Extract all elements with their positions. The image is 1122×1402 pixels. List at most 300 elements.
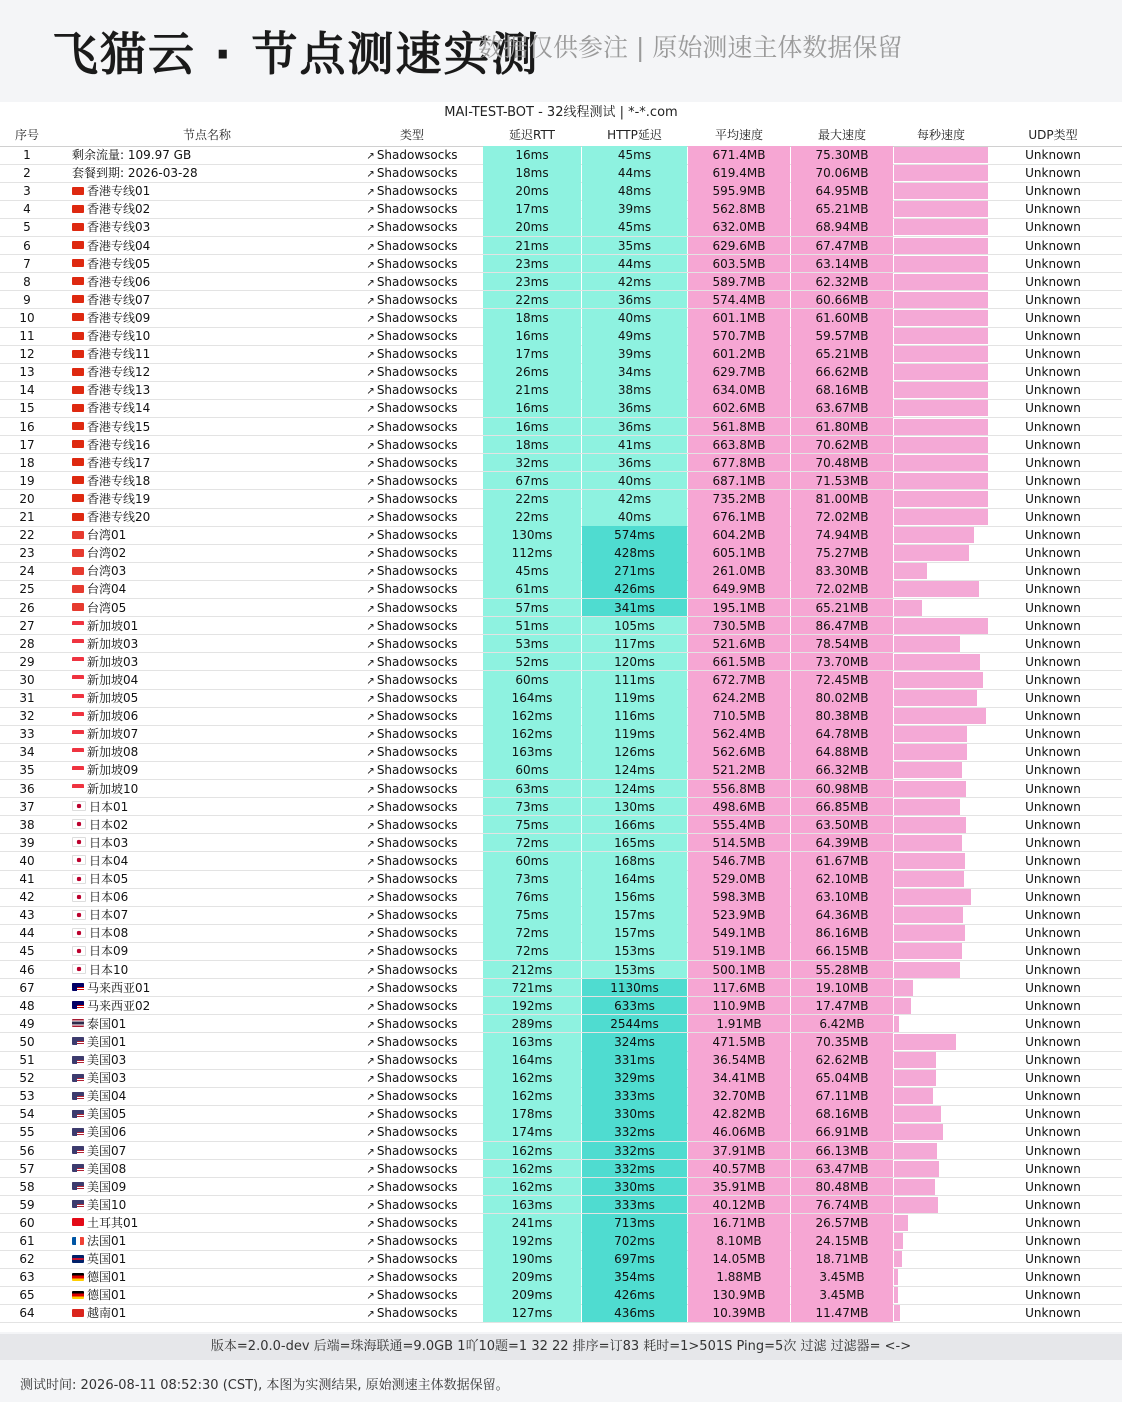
type-text: Shadowsocks	[376, 546, 458, 561]
type-cell	[344, 309, 480, 327]
per-second-bar	[894, 147, 988, 163]
max-speed-cell: 73.70MB	[791, 653, 893, 671]
type-text: Shadowsocks	[376, 890, 458, 905]
udp-type-cell: Unknown	[1025, 564, 1081, 579]
arrow-icon: ↗	[366, 621, 375, 633]
type-text: Shadowsocks	[376, 329, 458, 343]
row-index: 37	[19, 799, 35, 814]
row-index: 38	[19, 817, 35, 832]
table-row	[0, 309, 1122, 327]
per-second-cell	[894, 798, 988, 816]
type-cell	[344, 273, 480, 291]
max-speed-cell: 3.45MB	[791, 1268, 893, 1286]
rtt-cell: 73ms	[483, 870, 581, 888]
arrow-icon: ↗	[366, 1309, 375, 1321]
arrow-icon: ↗	[366, 675, 375, 687]
row-index: 10	[19, 310, 35, 325]
type-cell	[344, 490, 480, 508]
max-speed-cell: 80.48MB	[791, 1178, 893, 1196]
max-speed-cell: 67.11MB	[791, 1087, 893, 1105]
avg-speed-cell: 46.06MB	[688, 1123, 790, 1141]
node-name-cell	[72, 689, 342, 707]
row-index: 17	[19, 437, 35, 452]
row-index: 29	[19, 654, 35, 669]
http-delay-cell: 153ms	[582, 942, 687, 960]
page-title: 飞猫云 · 节点测速实测	[52, 27, 540, 81]
udp-type-cell: Unknown	[1025, 510, 1081, 524]
row-divider	[0, 1322, 1122, 1323]
table-row	[0, 888, 1122, 906]
node-name-text: 美国03	[87, 1071, 127, 1086]
node-name-text: 台湾04	[87, 582, 127, 597]
node-name-cell	[72, 653, 342, 671]
avg-speed-cell: 629.7MB	[688, 363, 790, 381]
node-name-text: 香港专线06	[87, 274, 151, 289]
node-name-text: 套餐到期: 2026-03-28	[72, 166, 198, 181]
arrow-icon: ↗	[366, 1128, 375, 1140]
http-delay-cell: 39ms	[582, 200, 687, 218]
flag-hk-icon	[72, 313, 84, 321]
node-name-cell	[72, 707, 342, 725]
udp-type-cell: Unknown	[1025, 853, 1081, 868]
row-index: 13	[19, 365, 35, 380]
per-second-bar	[894, 1215, 908, 1231]
per-second-cell	[894, 1214, 988, 1232]
flag-tw-icon	[72, 531, 84, 539]
http-delay-cell: 330ms	[582, 1178, 687, 1196]
row-index: 25	[19, 582, 35, 597]
node-name-cell	[72, 472, 342, 490]
type-cell	[344, 1142, 480, 1160]
flag-hk-icon	[72, 368, 84, 376]
table-row	[0, 490, 1122, 508]
avg-speed-cell: 603.5MB	[688, 255, 790, 273]
type-cell	[344, 1178, 480, 1196]
udp-type-cell: Unknown	[1025, 1107, 1081, 1122]
row-index: 57	[19, 1161, 35, 1176]
type-text: Shadowsocks	[376, 672, 458, 687]
http-delay-cell: 124ms	[582, 780, 687, 798]
rtt-cell: 178ms	[483, 1105, 581, 1123]
type-cell	[344, 508, 480, 526]
max-speed-cell: 63.10MB	[791, 888, 893, 906]
type-text: Shadowsocks	[376, 238, 458, 253]
row-index: 19	[19, 473, 35, 488]
udp-type-cell: Unknown	[1025, 618, 1081, 633]
row-index: 3	[23, 184, 31, 199]
rtt-cell: 16ms	[483, 399, 581, 417]
node-name-cell	[72, 834, 342, 852]
max-speed-cell: 68.16MB	[791, 1105, 893, 1123]
flag-tw-icon	[72, 603, 84, 611]
table-row	[0, 381, 1122, 399]
type-text: Shadowsocks	[376, 528, 458, 543]
max-speed-cell: 74.94MB	[791, 526, 893, 544]
per-second-bar	[894, 1197, 938, 1213]
http-delay-cell: 36ms	[582, 454, 687, 472]
avg-speed-cell: 624.2MB	[688, 689, 790, 707]
per-second-bar	[894, 690, 977, 706]
per-second-cell	[894, 218, 988, 236]
flag-us-icon	[72, 1128, 84, 1136]
arrow-icon: ↗	[366, 458, 375, 470]
node-name-cell	[72, 888, 342, 906]
max-speed-cell: 19.10MB	[791, 979, 893, 997]
type-cell	[344, 327, 480, 345]
http-delay-cell: 120ms	[582, 653, 687, 671]
type-cell	[344, 1160, 480, 1178]
rtt-cell: 163ms	[483, 1033, 581, 1051]
row-index: 22	[19, 528, 35, 543]
node-name-cell	[72, 1214, 342, 1232]
http-delay-cell: 153ms	[582, 961, 687, 979]
type-text: Shadowsocks	[376, 256, 458, 271]
node-name-text: 香港专线16	[87, 437, 151, 452]
max-speed-cell: 70.48MB	[791, 454, 893, 472]
http-delay-cell: 271ms	[582, 562, 687, 580]
flag-sg-icon	[72, 730, 84, 738]
arrow-icon: ↗	[366, 712, 375, 724]
rtt-cell: 164ms	[483, 689, 581, 707]
type-text: Shadowsocks	[376, 1053, 458, 1067]
row-index: 2	[23, 166, 31, 181]
flag-hk-icon	[72, 404, 84, 412]
row-index: 64	[19, 1306, 35, 1321]
udp-type-cell: Unknown	[1025, 636, 1081, 651]
table-row	[0, 1142, 1122, 1160]
node-name-text: 香港专线14	[87, 401, 151, 416]
rtt-cell: 192ms	[483, 1232, 581, 1250]
rtt-cell: 67ms	[483, 472, 581, 490]
arrow-icon: ↗	[366, 1237, 375, 1248]
type-cell	[344, 418, 480, 436]
node-name-text: 日本02	[89, 817, 129, 832]
http-delay-cell: 38ms	[582, 381, 687, 399]
rtt-cell: 162ms	[483, 1178, 581, 1196]
per-second-bar	[894, 762, 962, 778]
node-name-cell	[72, 997, 342, 1015]
node-name-text: 泰国01	[87, 1016, 127, 1031]
max-speed-cell: 75.27MB	[791, 544, 893, 562]
row-index: 35	[19, 763, 35, 778]
per-second-cell	[894, 1142, 988, 1160]
http-delay-cell: 44ms	[582, 255, 687, 273]
node-name-text: 台湾01	[87, 528, 127, 543]
table-row	[0, 363, 1122, 381]
per-second-bar	[894, 1016, 899, 1032]
per-second-cell	[894, 725, 988, 743]
rtt-cell: 75ms	[483, 816, 581, 834]
type-cell	[344, 436, 480, 454]
max-speed-cell: 64.88MB	[791, 743, 893, 761]
row-index: 26	[19, 600, 35, 615]
arrow-icon: ↗	[366, 748, 375, 760]
type-text: Shadowsocks	[376, 582, 458, 597]
node-name-text: 香港专线18	[87, 473, 151, 488]
type-text: Shadowsocks	[376, 1234, 458, 1248]
arrow-icon: ↗	[366, 169, 375, 181]
node-name-cell	[72, 526, 342, 544]
max-speed-cell: 67.47MB	[791, 237, 893, 255]
per-second-bar	[894, 654, 980, 670]
node-name-text: 日本07	[89, 908, 129, 923]
per-second-bar	[894, 473, 988, 489]
avg-speed-cell: 16.71MB	[688, 1214, 790, 1232]
per-second-cell	[894, 852, 988, 870]
node-name-cell	[72, 906, 342, 924]
avg-speed-cell: 710.5MB	[688, 707, 790, 725]
http-delay-cell: 332ms	[582, 1160, 687, 1178]
udp-type-cell: Unknown	[1025, 202, 1081, 217]
table-row	[0, 599, 1122, 617]
type-text: Shadowsocks	[376, 491, 458, 506]
type-text: Shadowsocks	[376, 1270, 458, 1285]
max-speed-cell: 62.62MB	[791, 1051, 893, 1069]
row-index: 16	[19, 419, 35, 434]
per-second-bar	[894, 364, 988, 380]
node-name-cell	[72, 1015, 342, 1033]
per-second-cell	[894, 255, 988, 273]
row-index: 41	[19, 872, 35, 886]
node-name-text: 香港专线19	[87, 491, 151, 506]
max-speed-cell: 17.47MB	[791, 997, 893, 1015]
table-row	[0, 454, 1122, 472]
per-second-cell	[894, 888, 988, 906]
arrow-icon: ↗	[366, 1146, 375, 1158]
type-text: Shadowsocks	[376, 926, 458, 941]
node-name-text: 越南01	[87, 1306, 127, 1321]
avg-speed-cell: 529.0MB	[688, 870, 790, 888]
arrow-icon: ↗	[366, 657, 375, 669]
rtt-cell: 162ms	[483, 707, 581, 725]
avg-speed-cell: 604.2MB	[688, 526, 790, 544]
avg-speed-cell: 671.4MB	[688, 146, 790, 164]
rtt-cell: 32ms	[483, 454, 581, 472]
node-name-cell	[72, 798, 342, 816]
rtt-cell: 164ms	[483, 1051, 581, 1069]
arrow-icon: ↗	[366, 476, 375, 488]
http-delay-cell: 1130ms	[582, 979, 687, 997]
node-name-text: 马来西亚02	[87, 998, 151, 1013]
max-speed-cell: 61.80MB	[791, 418, 893, 436]
http-delay-cell: 119ms	[582, 689, 687, 707]
type-cell	[344, 544, 480, 562]
flag-tw-icon	[72, 567, 84, 575]
udp-type-cell: Unknown	[1025, 256, 1081, 271]
type-text: Shadowsocks	[376, 383, 458, 398]
node-name-text: 日本09	[89, 944, 129, 959]
type-text: Shadowsocks	[376, 908, 458, 923]
per-second-cell	[894, 1304, 988, 1322]
row-index: 49	[19, 1016, 35, 1031]
table-row	[0, 1087, 1122, 1105]
table-row	[0, 146, 1122, 164]
node-name-text: 香港专线15	[87, 419, 151, 434]
flag-hk-icon	[72, 332, 84, 340]
per-second-cell	[894, 164, 988, 182]
per-second-bar	[894, 328, 988, 344]
per-second-cell	[894, 1286, 988, 1304]
per-second-bar	[894, 799, 960, 815]
table-row	[0, 906, 1122, 924]
rtt-cell: 163ms	[483, 1196, 581, 1214]
per-second-bar	[894, 292, 988, 308]
max-speed-cell: 86.16MB	[791, 924, 893, 942]
type-cell	[344, 182, 480, 200]
max-speed-cell: 63.50MB	[791, 816, 893, 834]
flag-jp-icon	[72, 837, 86, 847]
per-second-cell	[894, 743, 988, 761]
row-index: 67	[19, 980, 35, 995]
type-text: Shadowsocks	[376, 220, 458, 235]
node-name-cell	[72, 1178, 342, 1196]
udp-type-cell: Unknown	[1025, 1252, 1081, 1267]
rtt-cell: 61ms	[483, 580, 581, 598]
per-second-bar	[894, 382, 988, 398]
node-name-text: 台湾05	[87, 600, 127, 615]
type-text: Shadowsocks	[376, 202, 458, 217]
per-second-cell	[894, 146, 988, 164]
http-delay-cell: 2544ms	[582, 1015, 687, 1033]
arrow-icon: ↗	[366, 965, 375, 977]
table-row	[0, 164, 1122, 182]
arrow-icon: ↗	[366, 1092, 375, 1104]
udp-type-cell: Unknown	[1025, 292, 1081, 307]
col-header-rtt: 延迟RTT	[509, 128, 555, 142]
type-cell	[344, 979, 480, 997]
udp-type-cell: Unknown	[1025, 1306, 1081, 1321]
row-index: 55	[19, 1125, 35, 1140]
type-text: Shadowsocks	[376, 727, 458, 742]
arrow-icon: ↗	[366, 1037, 375, 1049]
type-cell	[344, 671, 480, 689]
avg-speed-cell: 10.39MB	[688, 1304, 790, 1322]
flag-hk-icon	[72, 241, 84, 249]
max-speed-cell: 70.62MB	[791, 436, 893, 454]
http-delay-cell: 166ms	[582, 816, 687, 834]
http-delay-cell: 126ms	[582, 743, 687, 761]
header	[0, 0, 1122, 100]
http-delay-cell: 332ms	[582, 1142, 687, 1160]
node-name-cell	[72, 164, 342, 182]
max-speed-cell: 66.32MB	[791, 761, 893, 779]
rtt-cell: 22ms	[483, 508, 581, 526]
node-name-cell	[72, 363, 342, 381]
udp-type-cell: Unknown	[1025, 817, 1081, 832]
node-name-cell	[72, 1033, 342, 1051]
http-delay-cell: 40ms	[582, 472, 687, 490]
per-second-cell	[894, 671, 988, 689]
per-second-cell	[894, 454, 988, 472]
rtt-cell: 162ms	[483, 1142, 581, 1160]
type-cell	[344, 761, 480, 779]
arrow-icon: ↗	[366, 947, 375, 959]
type-cell	[344, 870, 480, 888]
type-cell	[344, 1232, 480, 1250]
node-name-cell	[72, 635, 342, 653]
max-speed-cell: 71.53MB	[791, 472, 893, 490]
per-second-cell	[894, 544, 988, 562]
per-second-cell	[894, 490, 988, 508]
per-second-bar	[894, 1034, 956, 1050]
udp-type-cell: Unknown	[1025, 1215, 1081, 1230]
row-index: 42	[19, 890, 35, 905]
node-name-text: 土耳其01	[87, 1215, 139, 1230]
max-speed-cell: 62.32MB	[791, 273, 893, 291]
node-name-cell	[72, 1123, 342, 1141]
type-cell	[344, 997, 480, 1015]
type-text: Shadowsocks	[376, 510, 458, 524]
per-second-cell	[894, 1232, 988, 1250]
udp-type-cell: Unknown	[1025, 365, 1081, 380]
rtt-cell: 75ms	[483, 906, 581, 924]
arrow-icon: ↗	[366, 1019, 375, 1031]
http-delay-cell: 45ms	[582, 146, 687, 164]
type-cell	[344, 689, 480, 707]
table-row	[0, 1178, 1122, 1196]
row-index: 60	[19, 1215, 35, 1230]
type-cell	[344, 599, 480, 617]
table-row	[0, 218, 1122, 236]
node-name-text: 美国03	[87, 1053, 127, 1067]
type-cell	[344, 1123, 480, 1141]
row-index: 56	[19, 1143, 35, 1158]
flag-hk-icon	[72, 187, 84, 195]
udp-type-cell: Unknown	[1025, 799, 1081, 814]
type-text: Shadowsocks	[376, 1143, 458, 1158]
type-text: Shadowsocks	[376, 437, 458, 452]
rtt-cell: 130ms	[483, 526, 581, 544]
col-header-node-name: 节点名称	[182, 128, 231, 142]
http-delay-cell: 36ms	[582, 399, 687, 417]
max-speed-cell: 65.21MB	[791, 599, 893, 617]
avg-speed-cell: 521.2MB	[688, 761, 790, 779]
node-name-cell	[72, 1268, 342, 1286]
row-index: 36	[19, 781, 35, 796]
arrow-icon: ↗	[366, 1273, 375, 1285]
row-index: 20	[19, 491, 35, 506]
node-name-cell	[72, 671, 342, 689]
col-header-type: 类型	[399, 128, 424, 142]
per-second-bar	[894, 708, 986, 724]
table-row	[0, 834, 1122, 852]
rtt-cell: 241ms	[483, 1214, 581, 1232]
type-cell	[344, 218, 480, 236]
avg-speed-cell: 601.1MB	[688, 309, 790, 327]
http-delay-cell: 333ms	[582, 1196, 687, 1214]
table-row	[0, 761, 1122, 779]
rtt-cell: 162ms	[483, 1160, 581, 1178]
per-second-bar	[894, 400, 988, 416]
per-second-cell	[894, 1123, 988, 1141]
per-second-cell	[894, 345, 988, 363]
node-name-text: 香港专线04	[87, 238, 151, 253]
per-second-cell	[894, 870, 988, 888]
type-cell	[344, 1196, 480, 1214]
udp-type-cell: Unknown	[1025, 962, 1081, 977]
avg-speed-cell: 735.2MB	[688, 490, 790, 508]
udp-type-cell: Unknown	[1025, 672, 1081, 687]
udp-type-cell: Unknown	[1025, 419, 1081, 434]
type-cell	[344, 961, 480, 979]
udp-type-cell: Unknown	[1025, 1034, 1081, 1049]
per-second-cell	[894, 418, 988, 436]
flag-us-icon	[72, 1037, 84, 1045]
row-index: 50	[19, 1034, 35, 1049]
table-row	[0, 1268, 1122, 1286]
per-second-bar	[894, 817, 966, 833]
per-second-bar	[894, 1143, 937, 1159]
